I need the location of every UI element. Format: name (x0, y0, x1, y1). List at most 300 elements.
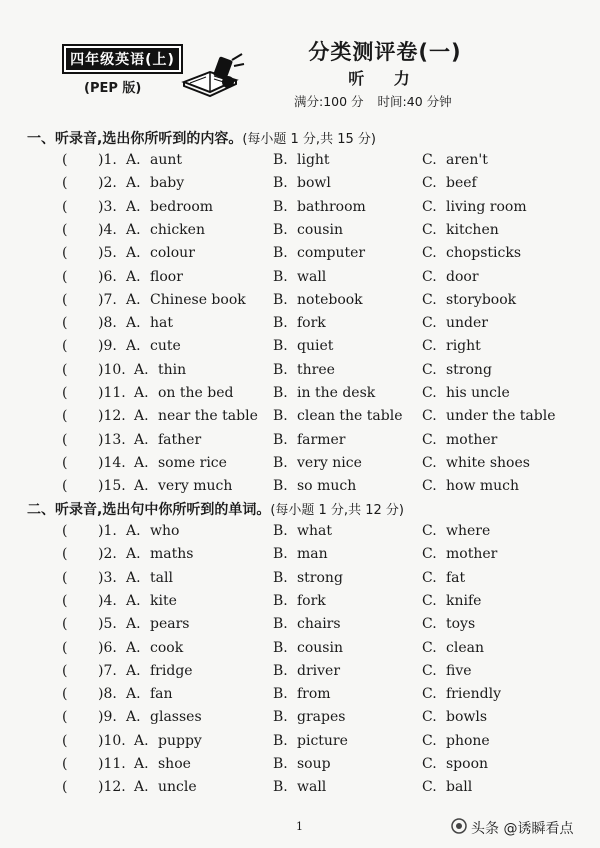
option-a-text: very much (158, 478, 233, 495)
option-a-letter: A. (126, 291, 141, 308)
option-b-letter: B. (273, 732, 288, 749)
option-b-text: cousin (297, 639, 343, 656)
option-c-letter: C. (422, 221, 437, 238)
option-c-letter: C. (422, 338, 437, 355)
option-c-text: white shoes (446, 454, 530, 471)
option-c-letter: C. (422, 639, 437, 656)
option-a (126, 706, 202, 728)
option-c-text: aren't (446, 152, 488, 168)
option-c-letter: C. (422, 592, 437, 609)
option-c-text: beef (446, 175, 477, 192)
option-b-text: grapes (297, 709, 346, 726)
option-b (273, 520, 332, 542)
option-c-text: five (446, 662, 472, 679)
option-a-text: chicken (150, 221, 205, 238)
option-b-letter: B. (273, 709, 288, 726)
question-row (0, 706, 600, 728)
option-c (422, 683, 501, 705)
answer-blank[interactable]: ( (62, 639, 68, 656)
option-b-text: light (297, 152, 330, 168)
question-number: )12. (98, 408, 126, 425)
option-b (273, 637, 343, 659)
option-b (273, 590, 326, 612)
question-row (0, 289, 600, 311)
option-a-letter: A. (126, 686, 141, 703)
option-c-text: kitchen (446, 221, 499, 238)
question-row (0, 637, 600, 659)
option-c-letter: C. (422, 385, 437, 401)
option-a-letter: A. (126, 338, 141, 355)
option-c-text: clean (446, 639, 484, 656)
option-c-letter: C. (422, 175, 437, 192)
option-b-text: wall (297, 779, 327, 796)
option-a-text: some rice (158, 454, 227, 471)
option-c (422, 266, 479, 288)
option-a-letter: A. (126, 523, 141, 539)
option-a-letter: A. (126, 175, 141, 192)
option-a-letter: A. (126, 221, 141, 238)
answer-blank[interactable]: ( (62, 454, 68, 471)
question-row (0, 520, 600, 542)
option-a-text: fan (150, 686, 173, 703)
option-a-letter: A. (134, 431, 149, 448)
answer-blank[interactable]: ( (62, 221, 68, 238)
option-c-letter: C. (422, 361, 437, 378)
option-a-letter: A. (126, 592, 141, 609)
option-b-text: very nice (297, 454, 362, 471)
question-row (0, 429, 600, 451)
option-c (422, 543, 497, 565)
option-b-letter: B. (273, 315, 288, 332)
option-a (134, 730, 202, 752)
option-c-text: living room (446, 198, 527, 215)
option-b (273, 429, 345, 451)
option-c (422, 359, 492, 381)
option-c-text: phone (446, 732, 490, 749)
question-number: )11. (98, 385, 126, 401)
question-number: )12. (98, 779, 126, 796)
answer-blank[interactable]: ( (62, 523, 68, 539)
option-b (273, 613, 341, 635)
time-limit: 时间:40 分钟 (377, 94, 452, 109)
section-score-note: (每小题 1 分,共 15 分) (242, 132, 376, 147)
question-row (0, 543, 600, 565)
option-c-text: right (446, 338, 481, 355)
section-heading-text: 二、听录音,选出句中你所听到的单词。 (27, 502, 271, 518)
option-c (422, 776, 472, 798)
option-b (273, 219, 343, 241)
option-b (273, 475, 356, 497)
question-row (0, 242, 600, 264)
option-b (273, 172, 331, 194)
question-row (0, 382, 600, 404)
question-row (0, 359, 600, 381)
option-c-text: mother (446, 431, 498, 448)
answer-blank[interactable]: ( (62, 198, 68, 215)
question-row (0, 776, 600, 798)
section-heading (27, 128, 376, 148)
option-c-letter: C. (422, 291, 437, 308)
option-c-letter: C. (422, 315, 437, 332)
option-c-text: storybook (446, 291, 517, 308)
option-c (422, 452, 530, 474)
option-a-letter: A. (134, 732, 149, 749)
option-a (126, 543, 193, 565)
option-a (126, 567, 173, 589)
option-c-text: friendly (446, 686, 502, 703)
option-c (422, 335, 481, 357)
question-number: )15. (98, 478, 126, 495)
camera-icon (450, 817, 468, 835)
option-c-text: under (446, 315, 488, 332)
option-b-letter: B. (273, 431, 288, 448)
option-a-letter: A. (126, 268, 141, 285)
option-b-text: what (297, 523, 332, 539)
option-b-letter: B. (273, 523, 288, 539)
option-b-text: computer (297, 245, 366, 262)
answer-blank[interactable]: ( (62, 315, 68, 332)
question-row (0, 683, 600, 705)
answer-blank[interactable]: ( (62, 779, 68, 796)
option-c-text: bowls (446, 709, 488, 726)
option-b-text: bowl (297, 175, 331, 192)
option-a-letter: A. (126, 152, 141, 168)
option-a-letter: A. (134, 385, 149, 401)
option-c (422, 590, 481, 612)
question-row (0, 753, 600, 775)
option-a (126, 520, 179, 542)
question-row (0, 475, 600, 497)
option-b-text: in the desk (297, 385, 376, 401)
option-b-text: picture (297, 732, 348, 749)
option-c-letter: C. (422, 408, 437, 425)
page-number: 1 (296, 820, 303, 833)
question-number: )2. (98, 175, 117, 192)
answer-blank[interactable]: ( (62, 592, 68, 609)
question-number: )4. (98, 221, 117, 238)
option-b-letter: B. (273, 454, 288, 471)
option-c-text: ball (446, 779, 473, 796)
option-c-letter: C. (422, 732, 437, 749)
option-a-letter: A. (126, 546, 141, 563)
option-a-text: shoe (158, 756, 191, 772)
option-a-letter: A. (126, 616, 141, 633)
option-c-text: knife (446, 592, 482, 609)
option-b-text: farmer (297, 431, 346, 448)
question-row (0, 335, 600, 357)
question-number: )14. (98, 454, 126, 471)
option-c-letter: C. (422, 709, 437, 726)
option-c-text: strong (446, 361, 492, 378)
option-a-letter: A. (126, 709, 141, 726)
option-b (273, 335, 333, 357)
option-a (126, 660, 193, 682)
option-b (273, 567, 343, 589)
option-b-letter: B. (273, 245, 288, 262)
option-c (422, 660, 472, 682)
option-c-letter: C. (422, 523, 437, 539)
option-a-text: floor (150, 268, 183, 285)
option-a (126, 335, 181, 357)
option-a (134, 753, 191, 775)
option-a-text: tall (150, 569, 173, 586)
answer-blank[interactable]: ( (62, 662, 68, 679)
question-number: )6. (98, 268, 117, 285)
answer-blank[interactable]: ( (62, 478, 68, 495)
option-b-letter: B. (273, 198, 288, 215)
option-b-letter: B. (273, 361, 288, 378)
option-b (273, 706, 345, 728)
option-a-text: near the table (158, 408, 258, 425)
option-b-letter: B. (273, 662, 288, 679)
question-number: )5. (98, 245, 117, 262)
answer-blank[interactable]: ( (62, 431, 68, 448)
option-c-text: how much (446, 478, 520, 495)
option-b-text: wall (297, 268, 327, 285)
option-a (134, 359, 186, 381)
answer-blank[interactable]: ( (62, 291, 68, 308)
exam-meta (294, 92, 466, 110)
question-number: )7. (98, 291, 117, 308)
grade-badge: 四年级英语(上) (62, 44, 183, 74)
option-b (273, 543, 328, 565)
option-a (126, 219, 205, 241)
option-a-text: aunt (150, 152, 183, 168)
option-b (273, 149, 330, 171)
option-a-letter: A. (134, 408, 149, 425)
option-b-letter: B. (273, 408, 288, 425)
option-b-letter: B. (273, 291, 288, 308)
question-row (0, 730, 600, 752)
question-number: )10. (98, 732, 126, 749)
option-b-text: bathroom (297, 198, 366, 215)
option-a (126, 242, 195, 264)
question-row (0, 613, 600, 635)
option-b (273, 730, 348, 752)
option-c-letter: C. (422, 478, 437, 495)
option-c-letter: C. (422, 686, 437, 703)
option-c (422, 405, 556, 427)
option-a-text: bedroom (150, 198, 214, 215)
option-a-letter: A. (134, 779, 149, 796)
option-a-letter: A. (126, 198, 141, 215)
option-c-text: door (446, 268, 479, 285)
option-b-letter: B. (273, 639, 288, 656)
option-c (422, 613, 475, 635)
question-row (0, 405, 600, 427)
option-b-letter: B. (273, 546, 288, 563)
option-a-text: pears (150, 616, 190, 633)
question-row (0, 219, 600, 241)
option-b-text: strong (297, 569, 343, 586)
option-a (126, 683, 173, 705)
option-c (422, 289, 516, 311)
question-number: )1. (98, 523, 117, 539)
option-c (422, 567, 465, 589)
option-a-text: puppy (158, 732, 202, 749)
answer-blank[interactable]: ( (62, 175, 68, 192)
option-a-text: uncle (158, 779, 197, 796)
answer-blank[interactable]: ( (62, 756, 68, 772)
option-b (273, 242, 365, 264)
option-c-text: his uncle (446, 385, 510, 401)
question-number: )3. (98, 198, 117, 215)
question-number: )13. (98, 431, 126, 448)
option-b-text: so much (297, 478, 357, 495)
option-c-letter: C. (422, 756, 437, 772)
option-c-letter: C. (422, 152, 437, 168)
answer-blank[interactable]: ( (62, 546, 68, 563)
option-c (422, 382, 510, 404)
option-a (134, 405, 258, 427)
option-c (422, 520, 490, 542)
question-row (0, 196, 600, 218)
option-c (422, 242, 521, 264)
question-number: )1. (98, 152, 117, 168)
question-row (0, 149, 600, 171)
option-c-text: spoon (446, 756, 489, 772)
answer-blank[interactable]: ( (62, 245, 68, 262)
answer-blank[interactable]: ( (62, 732, 68, 749)
option-a (126, 172, 184, 194)
question-row (0, 567, 600, 589)
option-a (126, 590, 177, 612)
option-a (134, 452, 227, 474)
option-b (273, 312, 326, 334)
option-a (134, 382, 233, 404)
question-number: )9. (98, 338, 117, 355)
option-a-text: on the bed (158, 385, 234, 401)
option-b (273, 382, 375, 404)
question-number: )4. (98, 592, 117, 609)
option-c (422, 219, 499, 241)
option-b-text: from (297, 686, 331, 703)
question-row (0, 266, 600, 288)
page-title: 分类测评卷(一) (308, 40, 462, 64)
option-c (422, 149, 488, 171)
option-c-text: mother (446, 546, 498, 563)
option-c (422, 429, 497, 451)
answer-blank[interactable]: ( (62, 686, 68, 703)
section-heading (27, 499, 404, 519)
option-b (273, 359, 335, 381)
answer-blank[interactable]: ( (62, 408, 68, 425)
option-c (422, 637, 484, 659)
option-b-letter: B. (273, 616, 288, 633)
option-c-text: chopsticks (446, 245, 522, 262)
option-a-text: cook (150, 639, 184, 656)
answer-blank[interactable]: ( (62, 709, 68, 726)
option-a-text: cute (150, 338, 181, 355)
answer-blank[interactable]: ( (62, 338, 68, 355)
option-a-text: baby (150, 175, 185, 192)
option-c-letter: C. (422, 268, 437, 285)
option-b-letter: B. (273, 686, 288, 703)
option-b-text: driver (297, 662, 341, 679)
option-c-letter: C. (422, 431, 437, 448)
option-c (422, 196, 527, 218)
full-score: 满分:100 分 (294, 94, 364, 109)
option-a (134, 429, 201, 451)
option-c-letter: C. (422, 454, 437, 471)
option-b (273, 753, 331, 775)
option-a-text: fridge (150, 662, 193, 679)
option-c (422, 730, 490, 752)
answer-blank[interactable]: ( (62, 361, 68, 378)
option-b-text: clean the table (297, 408, 403, 425)
option-c-text: toys (446, 616, 476, 633)
option-b (273, 452, 362, 474)
option-b-text: chairs (297, 616, 341, 633)
option-c (422, 172, 477, 194)
option-b-letter: B. (273, 175, 288, 192)
answer-blank[interactable]: ( (62, 569, 68, 586)
option-c-text: fat (446, 569, 466, 586)
option-c-letter: C. (422, 779, 437, 796)
question-number: )8. (98, 686, 117, 703)
option-b-text: fork (297, 592, 326, 609)
option-c-letter: C. (422, 198, 437, 215)
question-number: )10. (98, 361, 126, 378)
option-a (126, 196, 213, 218)
option-b (273, 266, 326, 288)
option-b-text: fork (297, 315, 326, 332)
option-a-letter: A. (126, 639, 141, 656)
answer-blank[interactable]: ( (62, 616, 68, 633)
option-c (422, 753, 488, 775)
option-a-text: kite (150, 592, 177, 609)
option-a-letter: A. (134, 361, 149, 378)
option-a (126, 266, 183, 288)
option-a-text: who (150, 523, 180, 539)
option-b-text: man (297, 546, 328, 563)
option-c-text: under the table (446, 408, 556, 425)
option-c-text: where (446, 523, 491, 539)
answer-blank[interactable]: ( (62, 268, 68, 285)
option-b (273, 289, 363, 311)
option-a (126, 613, 189, 635)
option-a-letter: A. (126, 315, 141, 332)
question-number: )6. (98, 639, 117, 656)
answer-blank[interactable]: ( (62, 152, 68, 168)
option-a-text: thin (158, 361, 187, 378)
option-b (273, 683, 331, 705)
option-b-letter: B. (273, 152, 288, 168)
option-b-letter: B. (273, 478, 288, 495)
option-b (273, 405, 403, 427)
option-b-text: cousin (297, 221, 343, 238)
question-number: )7. (98, 662, 117, 679)
answer-blank[interactable]: ( (62, 385, 68, 401)
option-a (134, 776, 197, 798)
option-b (273, 196, 366, 218)
question-number: )2. (98, 546, 117, 563)
question-number: )11. (98, 756, 126, 772)
option-b (273, 660, 340, 682)
option-a (126, 289, 246, 311)
option-a-letter: A. (134, 756, 149, 772)
question-number: )5. (98, 616, 117, 633)
option-a-letter: A. (134, 478, 149, 495)
question-number: )3. (98, 569, 117, 586)
option-b-letter: B. (273, 779, 288, 796)
watermark: 头条 @诱瞬看点 (471, 821, 574, 837)
option-c (422, 706, 487, 728)
option-a-letter: A. (126, 245, 141, 262)
option-a-letter: A. (126, 569, 141, 586)
question-row (0, 590, 600, 612)
page-subtitle: 听 力 (348, 69, 422, 88)
